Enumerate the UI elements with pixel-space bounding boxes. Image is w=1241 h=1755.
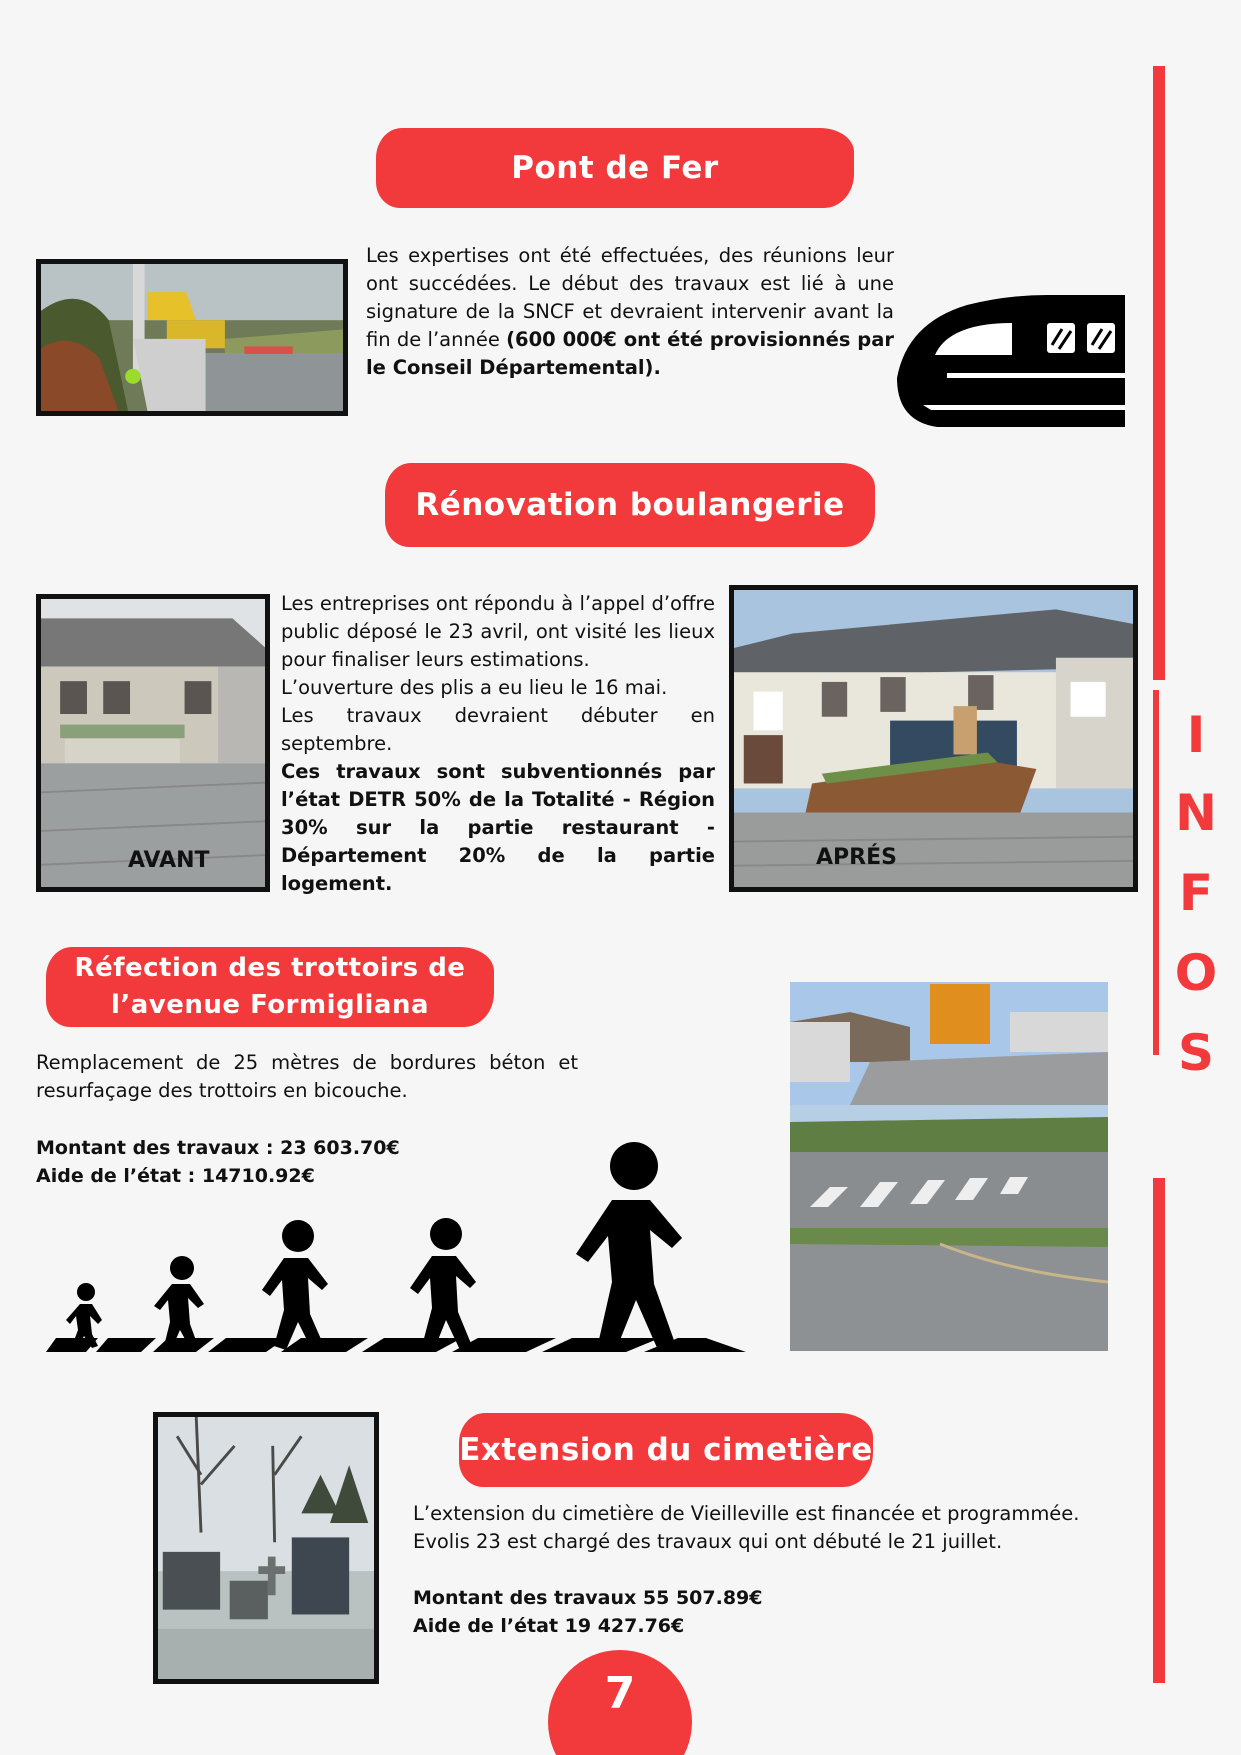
pont-photo [36,259,348,416]
before-caption: AVANT [128,848,210,873]
infos-letter: O [1174,944,1218,1002]
trottoirs-title-line1: Réfection des trottoirs de [74,953,466,983]
page-number: 7 [604,1668,636,1719]
trottoirs-amount: Montant des travaux : 23 603.70€ [36,1137,400,1159]
infos-letter: I [1186,706,1206,764]
pont-title: Pont de Fer [376,128,854,208]
infos-letter: F [1178,864,1214,922]
cimetiere-aid: Aide de l’état 19 427.76€ [413,1615,685,1637]
pont-text-bold: (600 000€ ont été provisionnés par le Conseil Départemental). [366,328,895,379]
sidebar-bar-top [1153,66,1165,680]
trottoirs-text: Remplacement de 25 mètres de bordures béton et resurfaçage des trottoirs en bicouche. [36,1051,578,1102]
after-photo [729,585,1138,892]
pont-text-regular: Les expertises ont été effectuées, des réunions leur ont succédées. Le début des travaux est lié à une signature de la SNCF et devraient intervenir avant la fin de l’année [366,244,894,351]
cimetiere-amount: Montant des travaux 55 507.89€ [413,1587,763,1609]
train-icon [897,293,1125,427]
cimetiere-title: Extension du cimetière [459,1413,873,1487]
sidebar-bar-mid [1153,690,1159,1055]
cimetiere-line1: L’extension du cimetière de Vieilleville est financée et programmée. [413,1502,1080,1525]
after-caption: APRÉS [816,845,897,870]
trottoirs-photos [790,982,1108,1351]
trottoirs-title [46,947,494,1027]
boulangerie-text [281,590,715,898]
trottoirs-title-line2: l’avenue Formigliana [110,990,430,1020]
infos-letter: S [1177,1024,1214,1082]
pont-text [366,242,894,382]
boulangerie-title: Rénovation boulangerie [385,463,875,547]
trottoirs-aid: Aide de l’état : 14710.92€ [36,1165,315,1187]
boulangerie-line1: Les entreprises ont répondu à l’appel d’offre public déposé le 23 avril, ont visité les lieux pour finaliser leurs estimations. [281,592,715,671]
boulangerie-line2: L’ouverture des plis a eu lieu le 16 mai. [281,676,668,699]
pedestrians-icon [46,1138,746,1354]
infos-letter: N [1175,784,1217,842]
boulangerie-bold: Ces travaux sont subventionnés par l’état DETR 50% de la Totalité - Région 30% sur la partie restaurant - Département 20% de la partie logement. [281,760,715,895]
boulangerie-line3: Les travaux devraient débuter en septembre. [281,704,715,755]
cemetery-photo [153,1412,379,1684]
cimetiere-line2: Evolis 23 est chargé des travaux qui ont débuté le 21 juillet. [413,1530,1003,1553]
sidebar-bar-bottom [1153,1178,1165,1683]
